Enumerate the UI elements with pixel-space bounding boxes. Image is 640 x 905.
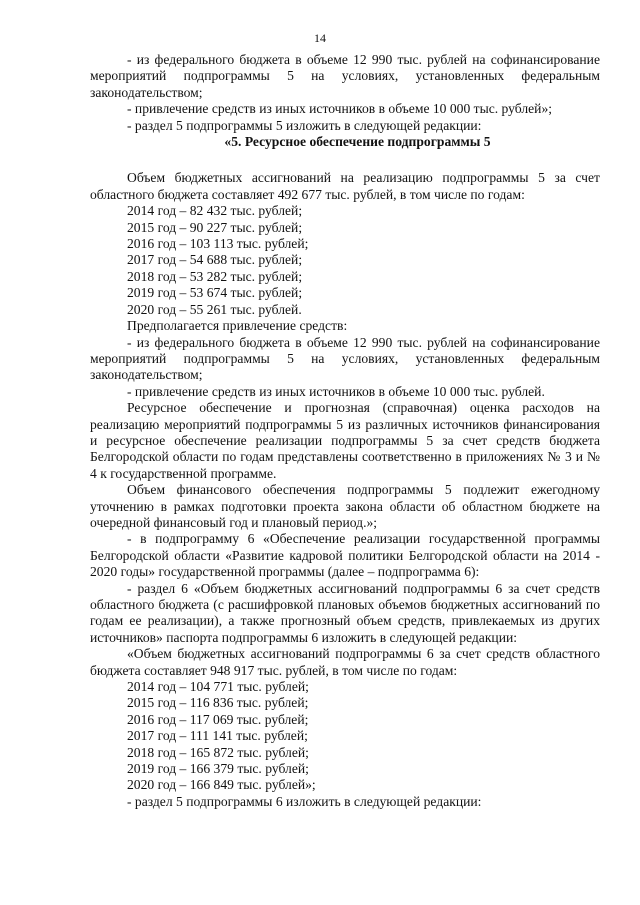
year-line: 2017 год – 54 688 тыс. рублей;	[127, 252, 303, 268]
year-line: 2019 год – 166 379 тыс. рублей;	[127, 761, 309, 777]
paragraph: Ресурсное обеспечение и прогнозная (справочная) оценка расходов на реализацию мероприятий подпрограммы 5 из различных источников финансирования и ресурсное обеспечение реализации подпрограммы 5 за счет средств бюджета Белгородской области по годам представлены соответственно в приложениях № 3 и № 4 к государственной программе.	[90, 400, 600, 481]
paragraph: - раздел 5 подпрограммы 5 изложить в следующей редакции:	[127, 117, 482, 133]
paragraph: - из федерального бюджета в объеме 12 990 тыс. рублей на софинансирование мероприятий подпрограммы 5 на условиях, установленных федеральным законодательством;	[90, 334, 600, 383]
year-line: 2014 год – 82 432 тыс. рублей;	[127, 203, 303, 219]
spacer	[90, 156, 600, 170]
paragraph: - привлечение средств из иных источников в объеме 10 000 тыс. рублей»;	[127, 101, 553, 117]
paragraph: Объем финансового обеспечения подпрограммы 5 подлежит ежегодному уточнению в рамках подготовки проекта закона области об областном бюджете на очередной финансовый год и плановый период.»;	[90, 482, 600, 530]
year-line: 2016 год – 117 069 тыс. рублей;	[127, 711, 309, 727]
section-heading: «5. Ресурсное обеспечение подпрограммы 5	[224, 134, 491, 150]
page-number: 14	[314, 31, 326, 45]
year-line: 2015 год – 116 836 тыс. рублей;	[127, 695, 309, 711]
year-line: 2020 год – 166 849 тыс. рублей»;	[127, 777, 316, 793]
year-line: 2018 год – 53 282 тыс. рублей;	[127, 268, 303, 284]
paragraph: - в подпрограмму 6 «Обеспечение реализации государственной программы Белгородской области «Развитие кадровой политики Белгородской области на 2014 - 2020 годы» государственной программы (далее – подпрограмма 6):	[90, 531, 600, 580]
paragraph: - привлечение средств из иных источников в объеме 10 000 тыс. рублей.	[127, 383, 545, 399]
paragraph: Предполагается привлечение средств:	[127, 318, 348, 334]
year-line: 2015 год – 90 227 тыс. рублей;	[127, 219, 303, 235]
year-line: 2014 год – 104 771 тыс. рублей;	[127, 679, 309, 695]
paragraph: - раздел 6 «Объем бюджетных ассигнований подпрограммы 6 за счет средств областного бюджета (с расшифровкой плановых объемов бюджетных ассигнований по годам ее реализации), а также прогнозный объем средств, привлекаемых из других источников» паспорта подпрограммы 6 изложить в следующей редакции:	[90, 580, 600, 645]
paragraph: - из федерального бюджета в объеме 12 990 тыс. рублей на софинансирование мероприятий подпрограммы 5 на условиях, установленных федеральным законодательством;	[90, 52, 600, 100]
paragraph: Объем бюджетных ассигнований на реализацию подпрограммы 5 за счет областного бюджета составляет 492 677 тыс. рублей, в том числе по годам:	[90, 170, 600, 202]
paragraph: «Объем бюджетных ассигнований подпрограммы 6 за счет средств областного бюджета составляет 948 917 тыс. рублей, в том числе по годам:	[90, 646, 600, 678]
year-line: 2019 год – 53 674 тыс. рублей;	[127, 285, 303, 301]
year-line: 2018 год – 165 872 тыс. рублей;	[127, 744, 309, 760]
paragraph: - раздел 5 подпрограммы 6 изложить в следующей редакции:	[127, 793, 482, 809]
year-line: 2017 год – 111 141 тыс. рублей;	[127, 728, 308, 744]
document-body	[90, 52, 600, 810]
year-line: 2020 год – 55 261 тыс. рублей.	[127, 301, 302, 317]
year-line: 2016 год – 103 113 тыс. рублей;	[127, 236, 309, 252]
